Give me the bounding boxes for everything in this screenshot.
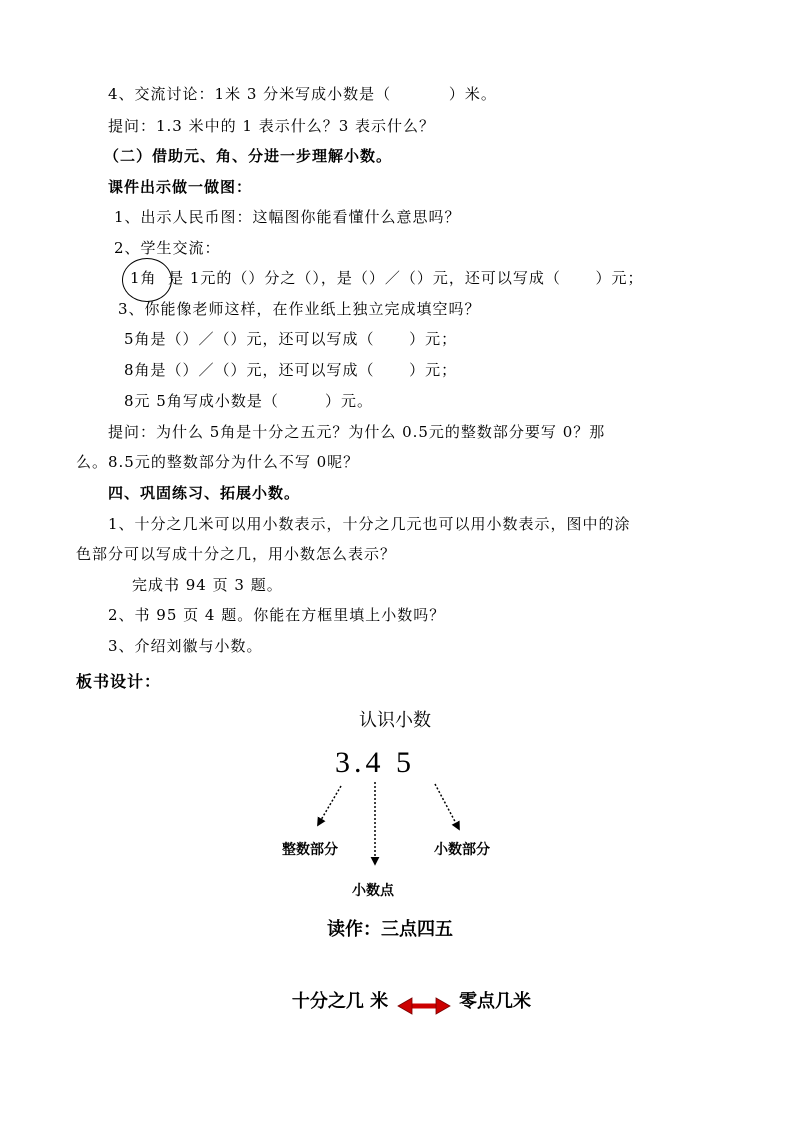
line-6: 2、学生交流：: [114, 239, 221, 257]
board-title: 认识小数: [359, 710, 431, 731]
double-arrow: [398, 998, 450, 1014]
line-16: 色部分可以写成十分之几，用小数怎么表示？: [76, 545, 397, 563]
board-design-heading: 板书设计：: [76, 672, 162, 691]
section-heading-4: 四、巩固练习、拓展小数。: [108, 484, 301, 502]
label-decimal-point: 小数点: [352, 883, 394, 899]
line-19: 3、介绍刘徽与小数。: [108, 637, 263, 655]
board-number: 3.4 5: [335, 746, 415, 779]
line-11: 8元 5角写成小数是（ ）元。: [124, 392, 374, 410]
label-decimal-part: 小数部分: [434, 842, 490, 858]
section-heading-2: （二）借助元、角、分进一步理解小数。: [104, 147, 393, 165]
arrow-to-integer: [318, 786, 341, 825]
label-integer-part: 整数部分: [282, 842, 338, 858]
board-reading: 读作：三点四五: [327, 919, 453, 940]
line-8: 3、你能像老师这样，在作业纸上独立完成填空吗？: [118, 300, 481, 318]
line-15: 1、十分之几米可以用小数表示，十分之几元也可以用小数表示，图中的涂: [108, 515, 631, 533]
line-courseware: 课件出示做一做图：: [108, 178, 253, 196]
line-18: 2、书 95 页 4 题。你能在方框里填上小数吗？: [108, 606, 446, 624]
line-17: 完成书 94 页 3 题。: [132, 576, 283, 594]
term-decimal-meter: 零点几米: [459, 991, 531, 1012]
term-tenths-meter: 十分之几 米: [291, 991, 389, 1012]
line-13: 么。8.5元的整数部分为什么不写 0呢？: [76, 453, 360, 471]
line-2: 提问：1.3 米中的 1 表示什么？3 表示什么？: [108, 117, 436, 135]
line-1: 4、交流讨论：1米 3 分米写成小数是（ ）米。: [108, 85, 497, 103]
line-7: 1角 是 1元的（）分之（），是（）／（）元，还可以写成（ ）元；: [130, 269, 644, 287]
arrow-to-decimal: [435, 784, 459, 829]
line-10: 8角是（）／（）元，还可以写成（ ）元；: [124, 361, 458, 379]
line-9: 5角是（）／（）元，还可以写成（ ）元；: [124, 330, 458, 348]
line-5: 1、出示人民币图：这幅图你能看懂什么意思吗？: [114, 208, 461, 226]
line-12: 提问：为什么 5角是十分之五元？为什么 0.5元的整数部分要写 0？那: [108, 423, 606, 441]
